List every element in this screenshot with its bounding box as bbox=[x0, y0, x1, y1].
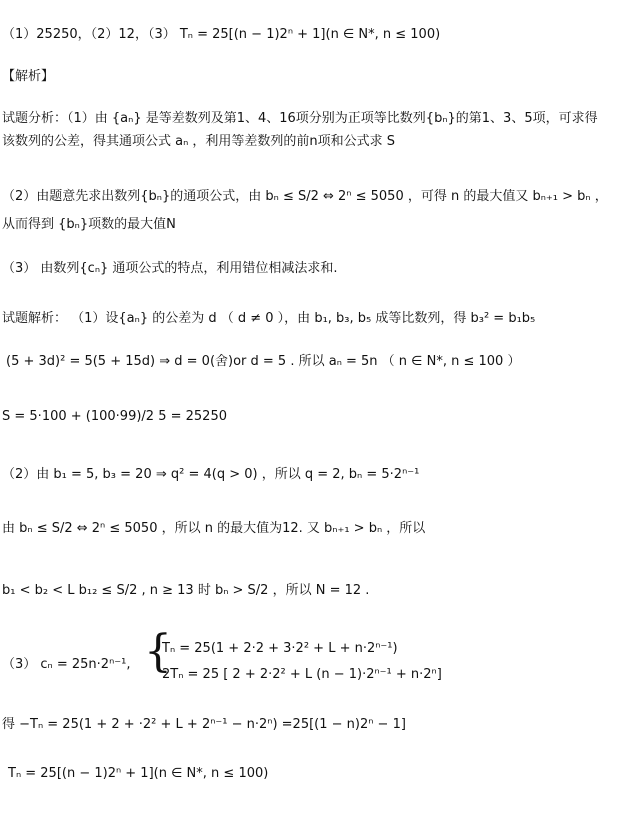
solution-text-7: （3） cₙ = 25n·2ⁿ⁻¹, bbox=[2, 657, 131, 672]
solution-line-2 bbox=[6, 355, 520, 369]
analysis-line-1 bbox=[2, 112, 598, 126]
analysis-text-3: （2）由题意先求出数列{bₙ}的通项公式，由 bₙ ≤ S/2 ⇔ 2ⁿ ≤ 5050 ，可得 n 的最大值又 bₙ₊₁ > bₙ ， bbox=[2, 189, 608, 204]
analysis-line-3 bbox=[2, 190, 608, 204]
solution-text-8: 得 −Tₙ = 25(1 + 2 + ·2² + L + 2ⁿ⁻¹ − n·2ⁿ) =25[(1 − n)2ⁿ − 1] bbox=[2, 717, 406, 732]
solution-line-6 bbox=[2, 584, 369, 598]
answer-summary: （1）25250，（2）12，（3） Tₙ = 25[(n − 1)2ⁿ + 1](n ∈ N*, n ≤ 100) bbox=[2, 27, 441, 42]
solution-line-3 bbox=[2, 410, 227, 424]
system-equation-2-text: 2Tₙ = 25 [ 2 + 2·2² + L (n − 1)·2ⁿ⁻¹ + n·2ⁿ] bbox=[162, 667, 442, 682]
solution-text-4: （2）由 b₁ = 5, b₃ = 20 ⇒ q² = 4(q > 0) ，所以 q = 2, bₙ = 5·2ⁿ⁻¹ bbox=[2, 467, 420, 482]
system-equation-2 bbox=[162, 668, 442, 682]
system-equation-1 bbox=[162, 642, 398, 656]
answer-summary-line bbox=[2, 28, 440, 42]
analysis-heading-text: 【解析】 bbox=[2, 69, 55, 84]
solution-text-6: b₁ < b₂ < L b₁₂ ≤ S/2 , n ≥ 13 时 bₙ > S/2 ，所以 N = 12 . bbox=[2, 583, 370, 598]
analysis-line-2 bbox=[2, 135, 395, 149]
analysis-text-4: 从而得到 {bₙ}项数的最大值N bbox=[2, 217, 176, 232]
system-equation-1-text: Tₙ = 25(1 + 2·2 + 3·2² + L + n·2ⁿ⁻¹) bbox=[162, 641, 398, 656]
analysis-text-5: （3） 由数列{cₙ} 通项公式的特点，利用错位相减法求和. bbox=[2, 261, 338, 276]
system-brace: { bbox=[144, 626, 172, 677]
solution-text-9: Tₙ = 25[(n − 1)2ⁿ + 1](n ∈ N*, n ≤ 100) bbox=[8, 766, 269, 781]
solution-text-1: 试题解析： （1）设{aₙ} 的公差为 d （ d ≠ 0 ），由 b₁, b₃, b₅ 成等比数列，得 b₃² = b₁b₅ bbox=[2, 311, 536, 326]
analysis-line-5 bbox=[2, 262, 338, 276]
analysis-line-4 bbox=[2, 218, 176, 232]
solution-line-9 bbox=[8, 767, 268, 781]
analysis-heading bbox=[2, 70, 54, 84]
solution-line-4 bbox=[2, 468, 419, 482]
solution-line-8 bbox=[2, 718, 406, 732]
analysis-text-2: 该数列的公差，得其通项公式 aₙ ，利用等差数列的前n项和公式求 S bbox=[2, 134, 396, 149]
solution-line-1 bbox=[2, 312, 535, 326]
solution-text-5: 由 bₙ ≤ S/2 ⇔ 2ⁿ ≤ 5050 ，所以 n 的最大值为12. 又 bₙ₊₁ > bₙ ，所以 bbox=[2, 521, 426, 536]
solution-text-2: (5 + 3d)² = 5(5 + 15d) ⇒ d = 0(舍)or d = 5 . 所以 aₙ = 5n （ n ∈ N*, n ≤ 100 ） bbox=[6, 354, 521, 369]
solution-text-3: S = 5·100 + (100·99)/2 5 = 25250 bbox=[2, 409, 227, 424]
analysis-text-1: 试题分析：（1）由 {aₙ} 是等差数列及第1、4、16项分别为正项等比数列{bₙ}的第1、3、5项，可求得 bbox=[2, 111, 598, 126]
solution-line-7 bbox=[2, 658, 130, 672]
solution-line-5 bbox=[2, 522, 425, 536]
